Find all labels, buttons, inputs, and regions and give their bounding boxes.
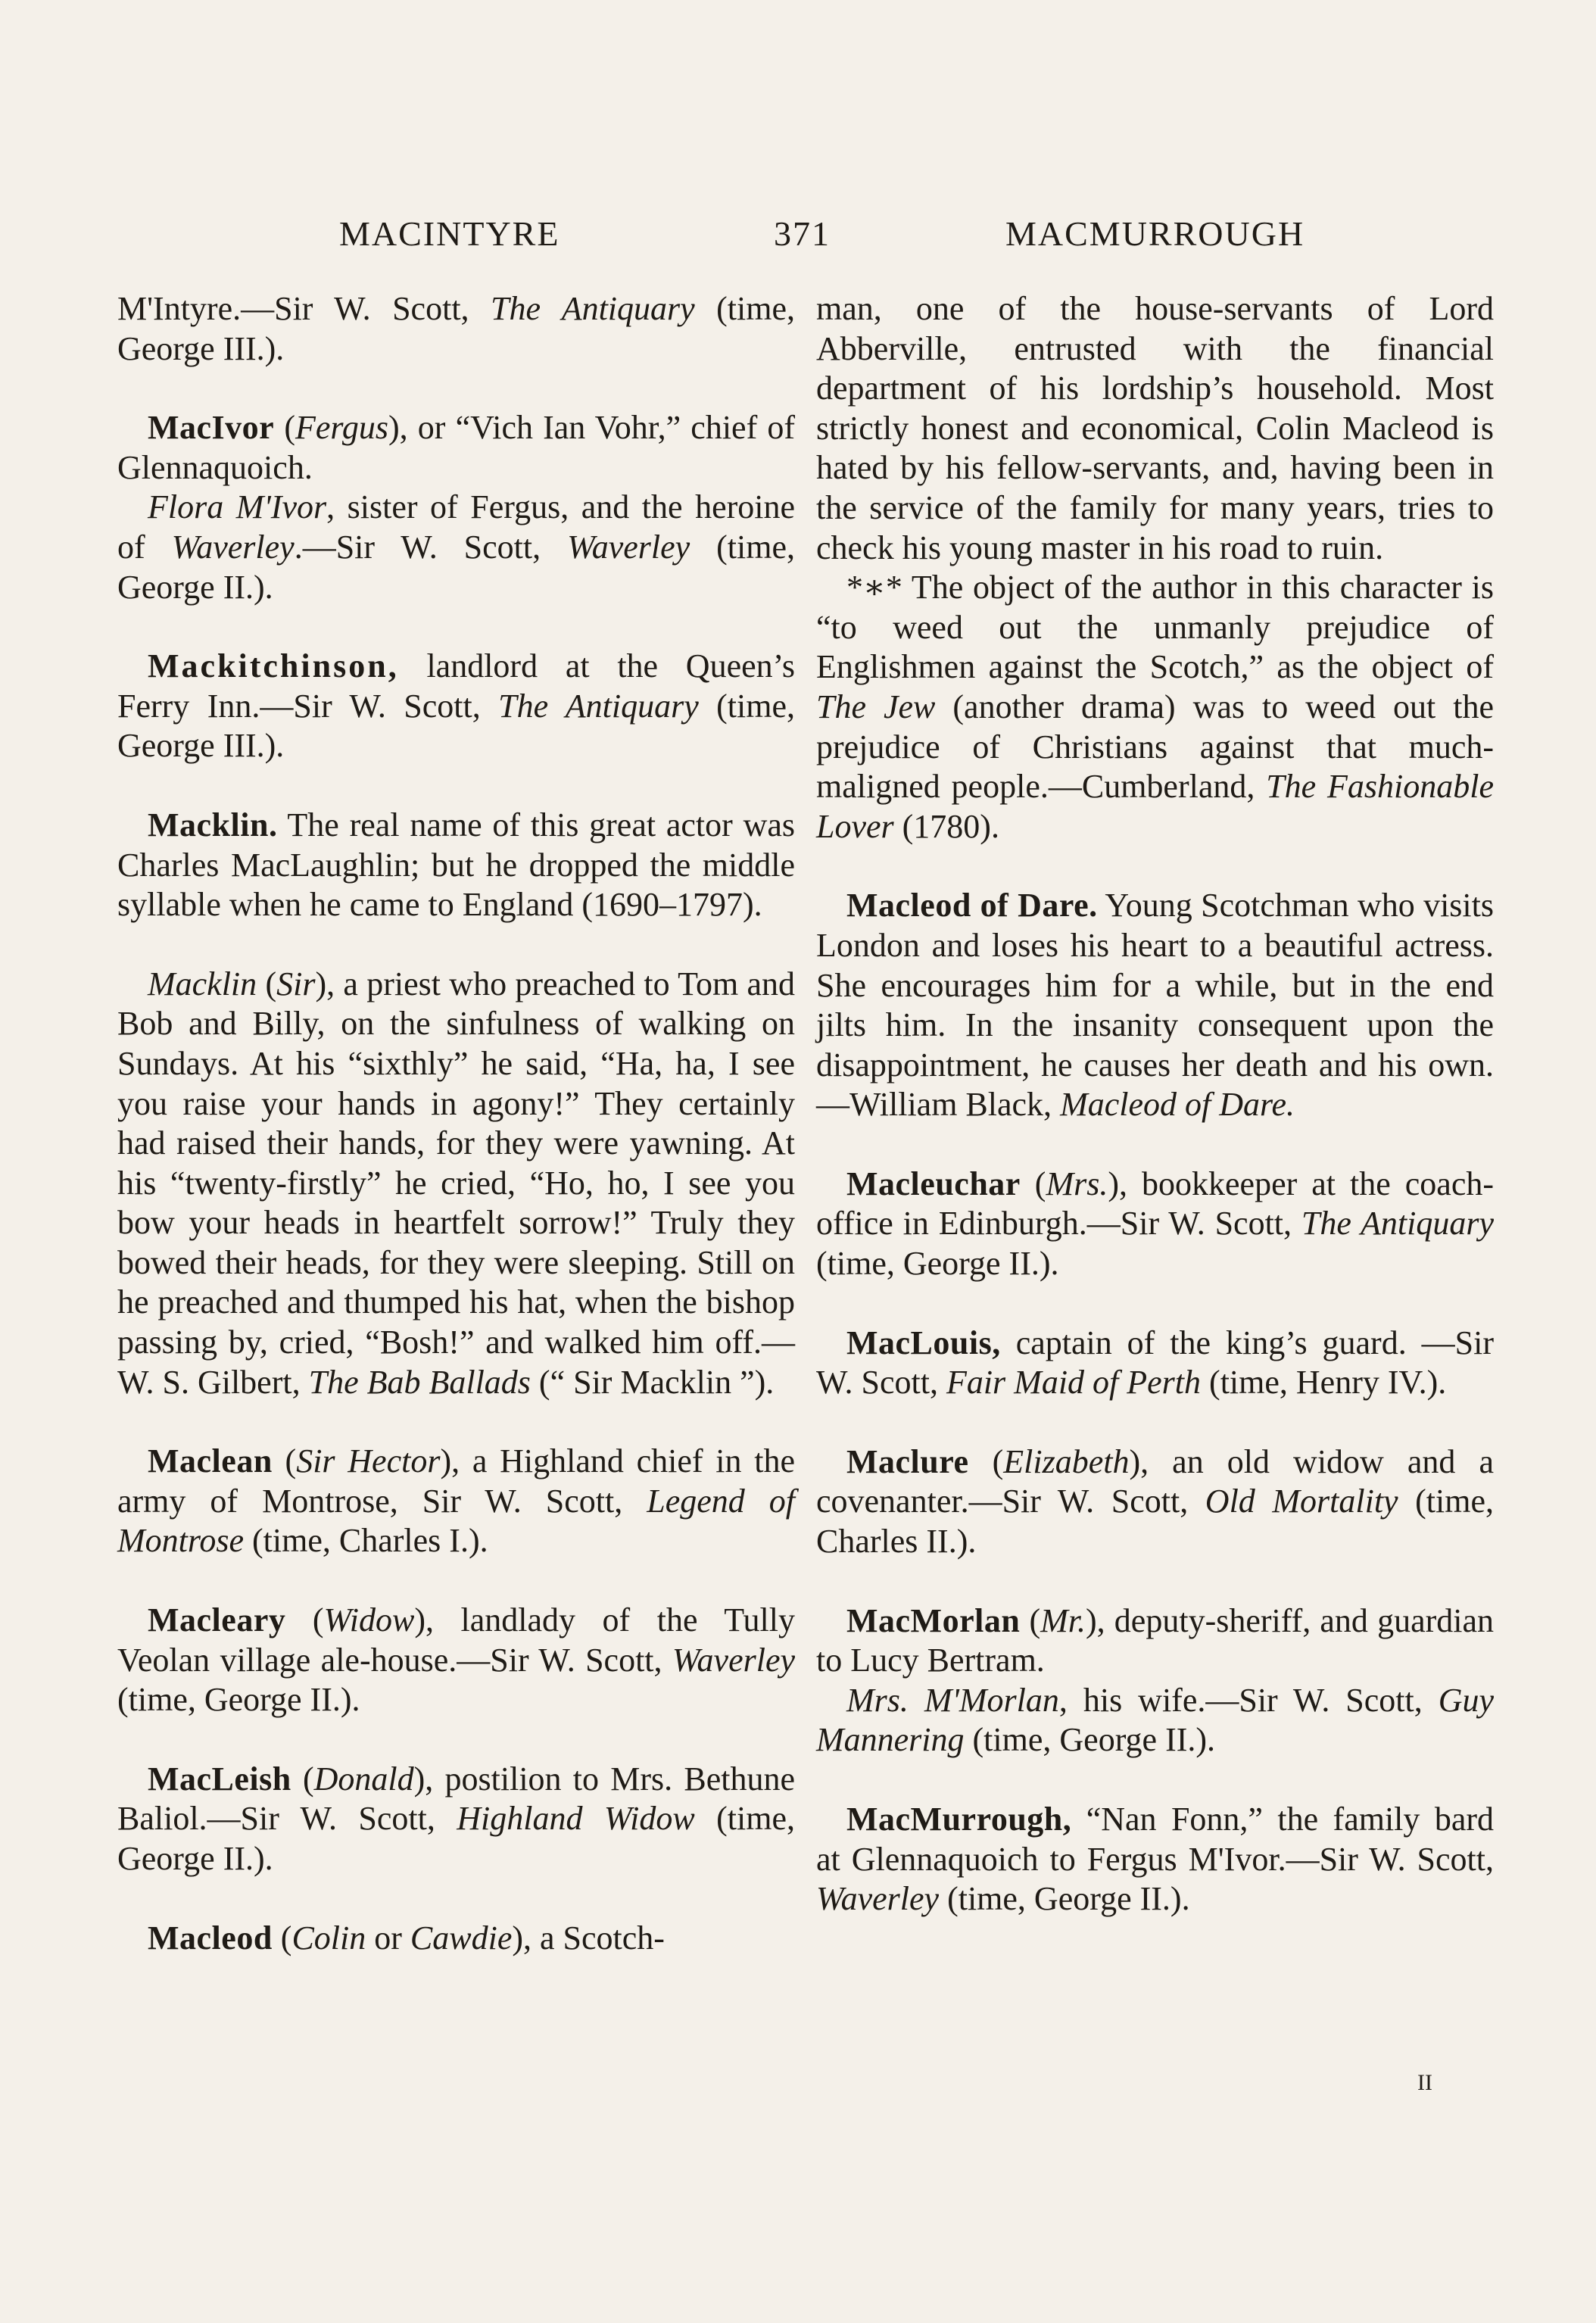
paragraph (117, 1760, 795, 1879)
paragraph (117, 1442, 795, 1561)
italic-text: Old Mortality (1205, 1483, 1398, 1520)
text-run: (time, George II.). (117, 1681, 360, 1719)
entry-macleod-cont (816, 289, 1494, 847)
italic-text: The Antiquary (1301, 1205, 1494, 1243)
italic-text: Mrs. (1046, 1165, 1108, 1202)
text-run: ( (285, 1601, 324, 1639)
text-run: *∗* The object of the author in this character is “to weed out the unmanly prejudice of Englishmen against the Scotch,” as the object of (816, 569, 1494, 686)
text-run: ( (1020, 1165, 1046, 1202)
text-run: (time, George III.). (117, 687, 796, 765)
italic-text: Fair Maid of Perth (946, 1364, 1202, 1402)
text-run: (another drama) was to weed out the prejudice of Christians against that much-maligned people.—Cumberland, (816, 688, 1495, 806)
paragraph (816, 1324, 1494, 1403)
paragraph (816, 289, 1494, 568)
headword: Macleary (148, 1601, 286, 1639)
text-run: (time, George II.). (816, 1245, 1059, 1283)
italic-text: Guy Mannering (816, 1681, 1494, 1759)
text-run: ( (1020, 1601, 1041, 1639)
text-run: ), bookkeeper at the coach-office in Edinburgh.—Sir W. Scott, (816, 1165, 1495, 1243)
headword: Macleuchar (846, 1165, 1021, 1202)
italic-text: Elizabeth (1003, 1442, 1130, 1480)
text-run: ), an old widow and a covenanter.—Sir W. Scott, (816, 1442, 1494, 1520)
paragraph (816, 1681, 1494, 1760)
entry-maclure (816, 1442, 1494, 1562)
paragraph (117, 408, 795, 488)
text-run: landlord at the Queen’s Ferry Inn.—Sir W. Scott, (117, 647, 795, 725)
text-run: or (366, 1919, 410, 1957)
paragraph (816, 568, 1494, 847)
entry-maclouis (816, 1324, 1494, 1403)
left-column (117, 289, 795, 1997)
text-run: M'Intyre.—Sir W. Scott, (117, 290, 491, 327)
italic-text: Cawdie (410, 1919, 513, 1957)
paragraph (117, 1601, 795, 1720)
italic-text: Waverley (816, 1880, 940, 1918)
headword: Macleod of Dare. (846, 887, 1098, 925)
paragraph (117, 289, 795, 369)
right-column (816, 289, 1494, 1959)
text-run: ), a Scotch- (512, 1919, 665, 1957)
italic-text: Widow (323, 1601, 415, 1639)
text-run: (time, George II.). (964, 1721, 1216, 1759)
entry-mintyre-cont (117, 289, 795, 369)
italic-text: Fergus (295, 409, 389, 447)
headword: Mackitchinson, (148, 647, 399, 685)
text-run: ), or “Vich Ian Vohr,” chief of Glennaquoich. (117, 409, 795, 486)
entry-macmurrough (816, 1800, 1494, 1919)
italic-text: The Antiquary (498, 687, 699, 725)
text-run: ( (272, 1919, 292, 1957)
text-run: ( (257, 965, 277, 1002)
paragraph (816, 1165, 1494, 1284)
italic-text: Colin (291, 1919, 366, 1957)
text-run: (time, Henry IV.). (1201, 1364, 1447, 1402)
italic-text: Waverley (672, 1641, 795, 1679)
paragraph (816, 1800, 1494, 1919)
italic-text: The Jew (816, 688, 936, 725)
italic-text: Sir Hector (296, 1442, 441, 1480)
text-run: , sister of Fergus, and the heroine of (117, 488, 796, 566)
text-run: ), a priest who preached to Tom and Bob and Billy, on the sinfulness of walking on Sundays. At his “sixthly” he said, “Ha, ha, I see you raise your hands in agony!” They certainly had raised their hands, for they were yawning. At his “twenty-firstly” he cried, “Ho, ho, I see you bow your heads in heartfelt sorrow!” Truly they bowed their heads, for they were sleeping. Still on he preached and thumped his hat, when the bishop passing by, cried, “Bosh!” and walked him off.—W. S. Gilbert, (117, 965, 796, 1401)
paragraph (816, 1601, 1494, 1681)
entry-macivor (117, 408, 795, 607)
italic-text: Flora M'Ivor (148, 488, 327, 526)
headword: MacLouis, (846, 1324, 1001, 1361)
paragraph (117, 488, 795, 607)
entry-macmorlan (816, 1601, 1494, 1760)
text-run: (time, Charles II.). (816, 1483, 1495, 1561)
headword: Macklin. (148, 806, 278, 843)
text-run: (1780). (893, 807, 999, 845)
text-run: (time, George II.). (117, 1800, 795, 1877)
text-run: “Nan Fonn,” the family bard at Glennaquoich to Fergus M'Ivor.—Sir W. Scott, (816, 1801, 1494, 1878)
text-run: man, one of the house-servants of Lord Abberville, entrusted with the financial department of his lordship’s household. Most strictly honest and economical, Colin Macleod is hated by his fellow-servants, and, having been in the service of the family for many years, tries to check his young master in his road to ruin. (816, 290, 1494, 566)
text-run: (time, George II.). (117, 528, 795, 606)
headword: MacMorlan (846, 1601, 1021, 1639)
page-number: 371 (774, 214, 831, 253)
italic-text: The Fashionable Lover (816, 768, 1494, 845)
text-run: , his wife.—Sir W. Scott, (1058, 1681, 1439, 1719)
paragraph (816, 886, 1494, 1125)
italic-text: Legend of Montrose (117, 1482, 795, 1560)
paragraph (816, 1442, 1494, 1562)
text-run: The real name of this great actor was Charles MacLaughlin; but he dropped the middle syllable when he came to England (1690–1797). (117, 806, 795, 924)
entry-macleod-start (117, 1919, 795, 1959)
entry-macleod-dare (816, 886, 1494, 1125)
entry-mackitchinson (117, 647, 795, 766)
text-run: captain of the king’s guard. —Sir W. Scott, (816, 1324, 1494, 1402)
italic-text: Sir (276, 965, 316, 1002)
entry-macklin (117, 806, 795, 925)
italic-text: Mrs. M'Morlan (846, 1681, 1059, 1719)
text-run: ), a Highland chief in the army of Montrose, Sir W. Scott, (117, 1442, 796, 1520)
entry-macklin-sir (117, 965, 795, 1403)
italic-text: The Bab Ballads (308, 1363, 531, 1401)
headword: Macleod (148, 1919, 273, 1957)
italic-text: Highland Widow (457, 1800, 695, 1838)
italic-text: The Antiquary (491, 290, 695, 327)
header-right-word: MACMURROUGH (1005, 214, 1305, 253)
text-run: (time, George II.). (939, 1880, 1190, 1918)
text-run: ( (291, 1760, 314, 1798)
paragraph (117, 965, 795, 1403)
paragraph (117, 647, 795, 766)
headword: MacMurrough, (846, 1801, 1072, 1838)
headword: MacLeish (148, 1760, 291, 1798)
italic-text: Macklin (148, 965, 257, 1002)
text-run: Young Scotchman who visits London and loses his heart to a beautiful actress. She encourages him for a while, but in the end jilts him. In the insanity consequent upon the disappointment, he causes her death and his own.—William Black, (816, 887, 1494, 1124)
entry-macleuchar (816, 1165, 1494, 1284)
text-run: ), landlady of the Tully Veolan village ale-house.—Sir W. Scott, (117, 1601, 795, 1679)
text-run: (“ Sir Macklin ”). (530, 1363, 775, 1401)
entry-macleary (117, 1601, 795, 1720)
paragraph (117, 806, 795, 925)
headword: Maclean (148, 1442, 273, 1480)
italic-text: Macleod of Dare. (1060, 1086, 1295, 1124)
running-header (0, 214, 1596, 259)
italic-text: Waverley (171, 528, 295, 566)
text-run: ), deputy-sheriff, and guardian to Lucy Bertram. (816, 1601, 1494, 1679)
text-run: (time, George III.). (117, 290, 795, 367)
text-run: (time, Charles I.). (244, 1522, 488, 1560)
italic-text: Mr. (1040, 1601, 1086, 1639)
signature-mark: II (1417, 2070, 1432, 2095)
text-run: .—Sir W. Scott, (294, 528, 568, 566)
paragraph (117, 1919, 795, 1959)
header-left-word: MACINTYRE (339, 214, 560, 253)
italic-text: Waverley (567, 528, 690, 566)
entry-macleish (117, 1760, 795, 1879)
text-run: ( (272, 1442, 297, 1480)
entry-maclean (117, 1442, 795, 1561)
headword: MacIvor (148, 409, 275, 447)
text-run: ( (968, 1442, 1004, 1480)
headword: Maclure (846, 1442, 969, 1480)
text-run: ), postilion to Mrs. Bethune Baliol.—Sir W. Scott, (117, 1760, 795, 1838)
italic-text: Donald (313, 1760, 414, 1798)
text-run: ( (274, 409, 295, 447)
